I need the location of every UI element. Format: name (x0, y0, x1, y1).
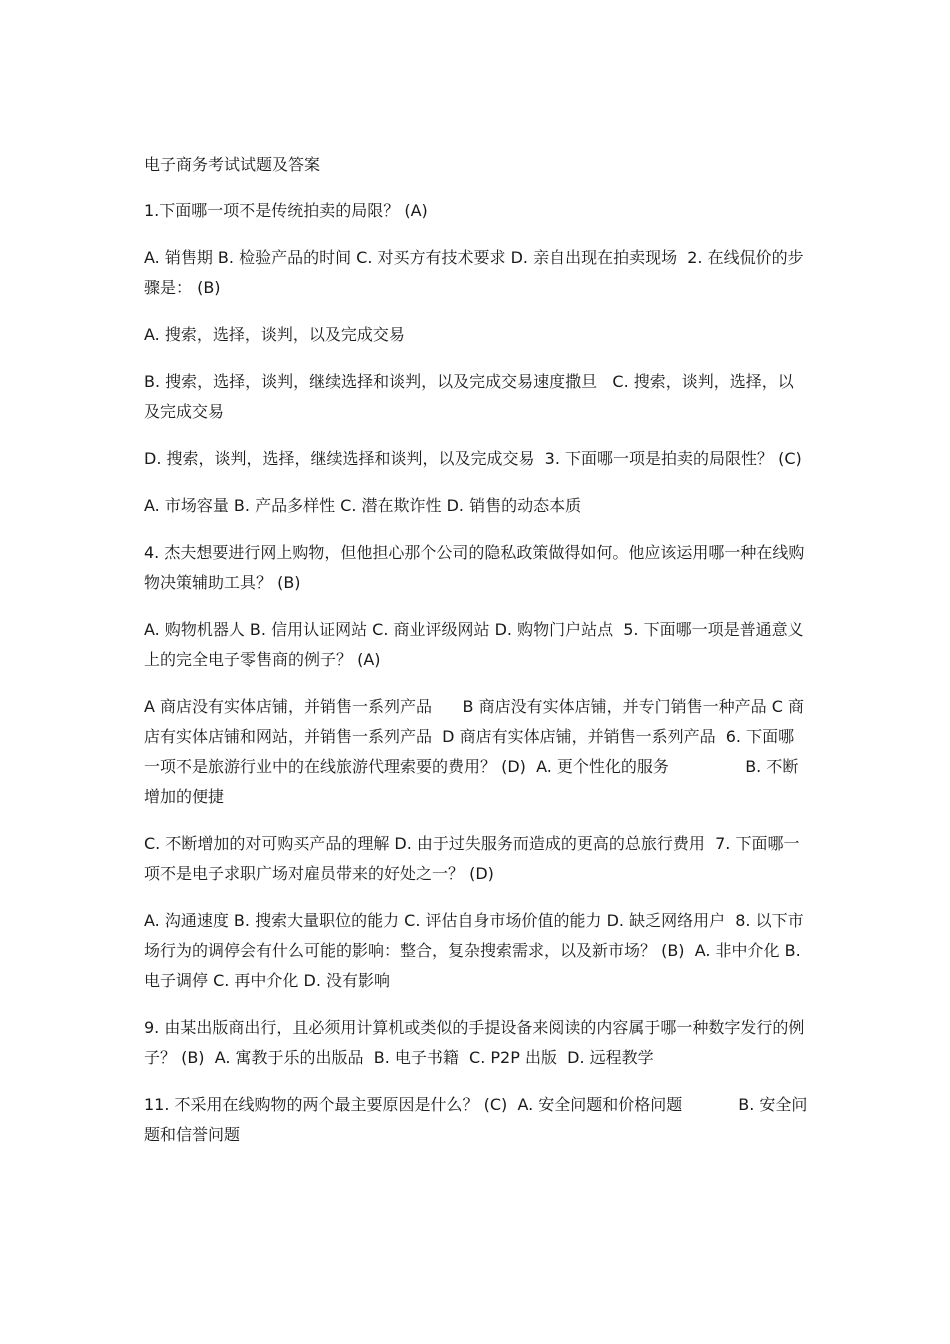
document-title: 电子商务考试试题及答案 (144, 155, 321, 174)
paragraph-q6-options-q7: C. 不断增加的对可购买产品的理解 D. 由于过失服务而造成的更高的总旅行费用 7. 下面哪一项不是电子求职广场对雇员带来的好处之一？ (D) (144, 834, 800, 883)
paragraph-q4: 4. 杰夫想要进行网上购物，但他担心那个公司的隐私政策做得如何。他应该运用哪一种在线购物决策辅助工具？ (B) (144, 543, 805, 592)
paragraph-q2-option-b-c: B. 搜索，选择，谈判，继续选择和谈判，以及完成交易速度撒旦 C. 搜索，谈判，选择，以及完成交易 (144, 372, 794, 421)
paragraph-q1: 1.下面哪一项不是传统拍卖的局限？ (A) (144, 201, 428, 220)
paragraph-q2-option-d-q3: D. 搜索，谈判，选择，继续选择和谈判，以及完成交易 3. 下面哪一项是拍卖的局限性？ (C) (144, 449, 802, 468)
paragraph-q5-options-q6: A 商店没有实体店铺，并销售一系列产品 B 商店没有实体店铺，并专门销售一种产品 C 商店有实体店铺和网站，并销售一系列产品 D 商店有实体店铺，并销售一系列产品 6. 下面哪一项不是旅游行业中的在线旅游代理索要的费用？ (D) A. 更个性化的服务 B. 不断增加的便捷 (144, 697, 804, 806)
paragraph-q3-options: A. 市场容量 B. 产品多样性 C. 潜在欺诈性 D. 销售的动态本质 (144, 496, 582, 515)
paragraph-q4-options-q5: A. 购物机器人 B. 信用认证网站 C. 商业评级网站 D. 购物门户站点 5. 下面哪一项是普通意义上的完全电子零售商的例子？ (A) (144, 620, 804, 669)
paragraph-q11: 11. 不采用在线购物的两个最主要原因是什么？ (C) A. 安全问题和价格问题 B. 安全问题和信誉问题 (144, 1095, 808, 1144)
paragraph-q7-options-q8: A. 沟通速度 B. 搜索大量职位的能力 C. 评估自身市场价值的能力 D. 缺乏网络用户 8. 以下市场行为的调停会有什么可能的影响：整合，复杂搜索需求，以及新市场？ (B) A. 非中介化 B. 电子调停 C. 再中介化 D. 没有影响 (144, 911, 806, 990)
paragraph-q2-option-a: A. 搜索，选择，谈判，以及完成交易 (144, 325, 405, 344)
paragraph-q1-options-q2: A. 销售期 B. 检验产品的时间 C. 对买方有技术要求 D. 亲自出现在拍卖现场 2. 在线侃价的步骤是： (B) (144, 248, 804, 297)
document-page (144, 150, 809, 1167)
paragraph-q9: 9. 由某出版商出行，且必须用计算机或类似的手提设备来阅读的内容属于哪一种数字发行的例子？ (B) A. 寓教于乐的出版品 B. 电子书籍 C. P2P 出版 D. 远程教学 (144, 1018, 805, 1067)
